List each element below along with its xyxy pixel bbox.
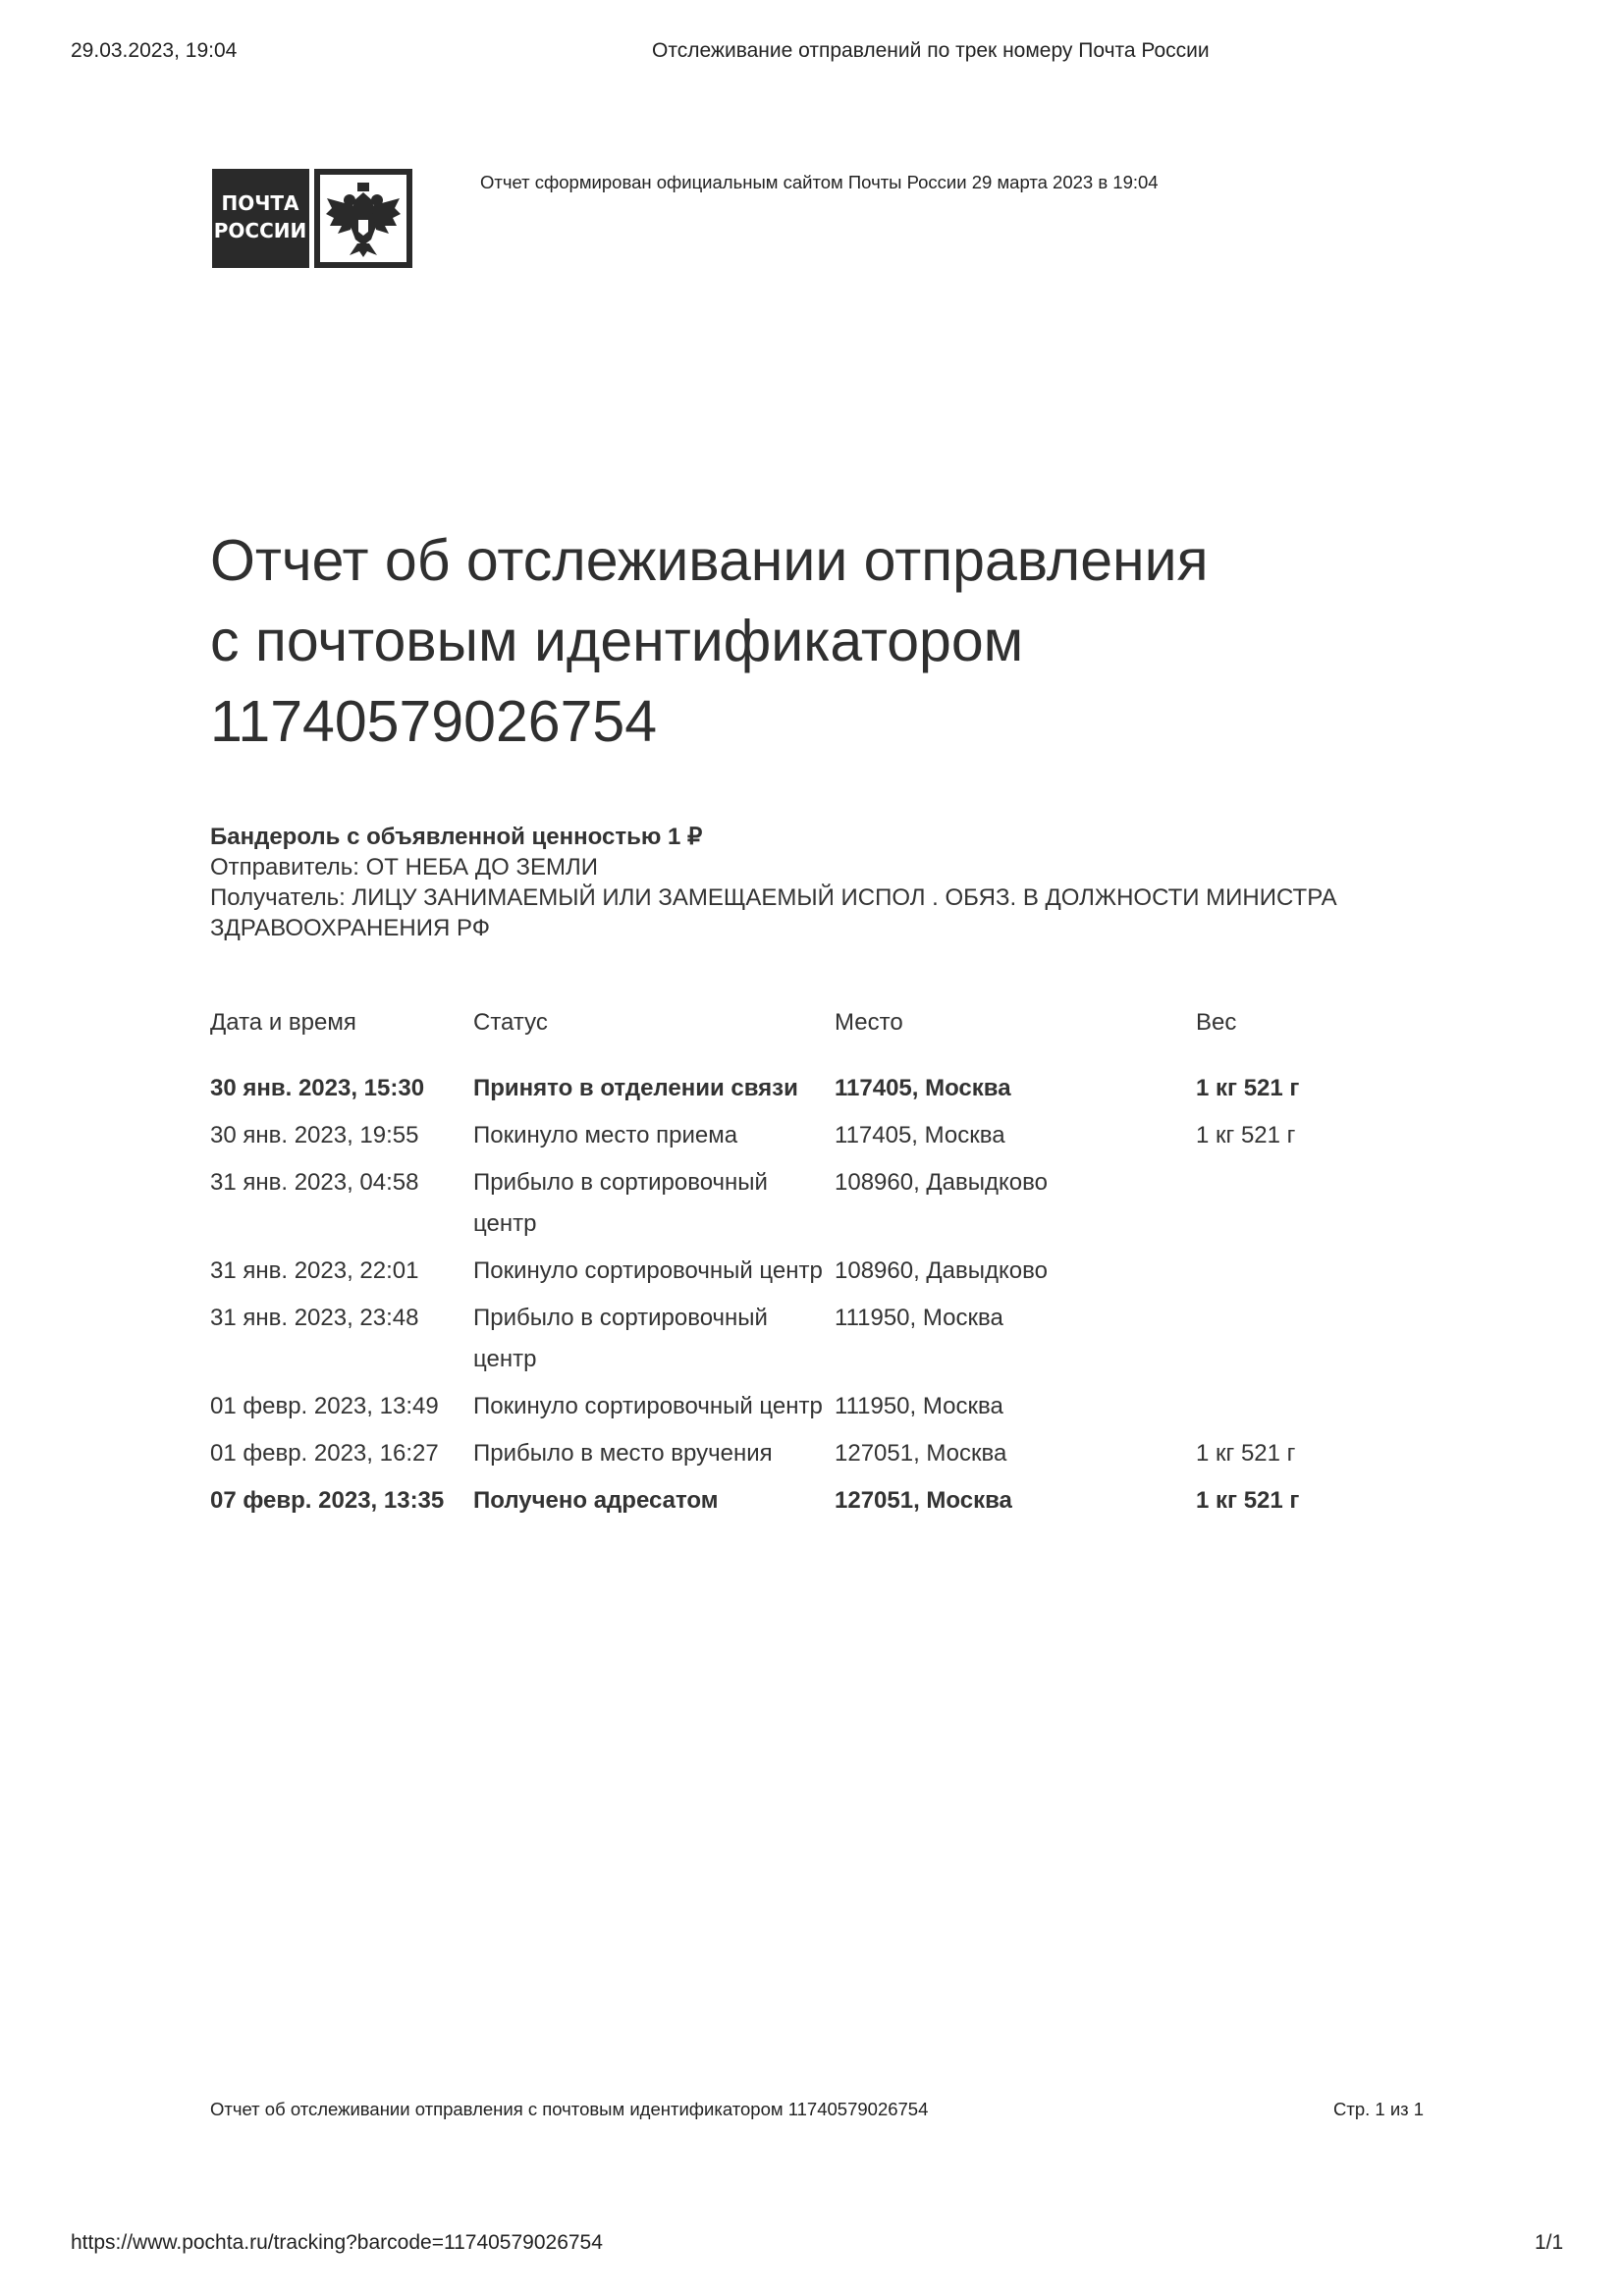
tracking-history-table — [210, 1003, 1392, 1527]
parcel-sender: Отправитель: ОТ НЕБА ДО ЗЕМЛИ — [210, 854, 598, 881]
row-weight: 1 кг 521 г — [1196, 1487, 1300, 1514]
header-weight: Вес — [1196, 1009, 1237, 1036]
table-row — [210, 1115, 1392, 1162]
row-place: 111950, Москва — [835, 1393, 1003, 1419]
pochta-rossii-logo — [212, 169, 412, 268]
parcel-recipient-line2: ЗДРАВООХРАНЕНИЯ РФ — [210, 915, 490, 941]
row-place: 111950, Москва — [835, 1305, 1003, 1331]
table-row — [210, 1480, 1392, 1527]
table-row — [210, 1433, 1392, 1480]
print-page-count: 1/1 — [1535, 2231, 1564, 2254]
row-status: Покинуло сортировочный центр — [473, 1257, 823, 1284]
table-row — [210, 1068, 1392, 1115]
row-weight: 1 кг 521 г — [1196, 1075, 1300, 1101]
print-page-url[interactable]: https://www.pochta.ru/tracking?barcode=11740579026754 — [71, 2231, 603, 2254]
header-date: Дата и время — [210, 1009, 356, 1036]
row-place: 127051, Москва — [835, 1487, 1012, 1514]
row-status: Прибыло в сортировочный центр — [473, 1169, 768, 1237]
row-weight — [1196, 1386, 1392, 1433]
row-weight — [1196, 1251, 1392, 1298]
footer-report-text: Отчет об отслеживании отправления с почтовым идентификатором 11740579026754 — [210, 2099, 929, 2119]
print-datetime: 29.03.2023, 19:04 — [71, 39, 238, 62]
table-header-row — [210, 1003, 1392, 1068]
parcel-info — [210, 822, 1337, 943]
table-row — [210, 1251, 1392, 1298]
row-date: 30 янв. 2023, 15:30 — [210, 1075, 425, 1101]
row-place: 117405, Москва — [835, 1122, 1005, 1148]
row-place: 127051, Москва — [835, 1440, 1007, 1467]
header-place: Место — [835, 1009, 903, 1036]
logo-line1: ПОЧТА — [221, 191, 299, 215]
logo-line2: РОССИИ — [213, 219, 307, 242]
tracking-number: 11740579026754 — [210, 689, 658, 754]
row-place: 108960, Давыдково — [835, 1169, 1048, 1196]
row-date: 01 февр. 2023, 13:49 — [210, 1393, 439, 1419]
row-date: 01 февр. 2023, 16:27 — [210, 1440, 439, 1467]
table-row — [210, 1298, 1392, 1386]
header-status: Статус — [473, 1009, 548, 1036]
row-weight: 1 кг 521 г — [1196, 1440, 1296, 1467]
table-row — [210, 1162, 1392, 1251]
row-status: Покинуло место приема — [473, 1122, 738, 1148]
row-status: Прибыло в сортировочный центр — [473, 1305, 768, 1372]
report-heading-line2: с почтовым идентификатором — [210, 609, 1024, 673]
row-status: Принято в отделении связи — [473, 1075, 798, 1101]
parcel-recipient-line1: Получатель: ЛИЦУ ЗАНИМАЕМЫЙ ИЛИ ЗАМЕЩАЕМЫЙ ИСПОЛ . ОБЯЗ. В ДОЛЖНОСТИ МИНИСТРА — [210, 884, 1337, 911]
row-weight — [1196, 1162, 1392, 1251]
footer-page-number: Стр. 1 из 1 — [1333, 2099, 1425, 2119]
row-status: Прибыло в место вручения — [473, 1440, 773, 1467]
row-weight — [1196, 1298, 1392, 1386]
parcel-type: Бандероль с объявленной ценностью 1 ₽ — [210, 824, 703, 850]
report-heading — [210, 520, 1209, 762]
row-date: 30 янв. 2023, 19:55 — [210, 1122, 419, 1148]
row-status: Покинуло сортировочный центр — [473, 1393, 823, 1419]
row-place: 108960, Давыдково — [835, 1257, 1048, 1284]
row-date: 31 янв. 2023, 23:48 — [210, 1305, 419, 1331]
row-place: 117405, Москва — [835, 1075, 1011, 1101]
table-row — [210, 1386, 1392, 1433]
row-status: Получено адресатом — [473, 1487, 719, 1514]
row-weight: 1 кг 521 г — [1196, 1122, 1296, 1148]
report-heading-line1: Отчет об отслеживании отправления — [210, 528, 1209, 593]
row-date: 31 янв. 2023, 22:01 — [210, 1257, 419, 1284]
row-date: 31 янв. 2023, 04:58 — [210, 1169, 419, 1196]
print-page-title: Отслеживание отправлений по трек номеру Почта России — [652, 39, 1210, 62]
report-generated-note: Отчет сформирован официальным сайтом Почты России 29 марта 2023 в 19:04 — [480, 172, 1159, 192]
row-date: 07 февр. 2023, 13:35 — [210, 1487, 445, 1514]
